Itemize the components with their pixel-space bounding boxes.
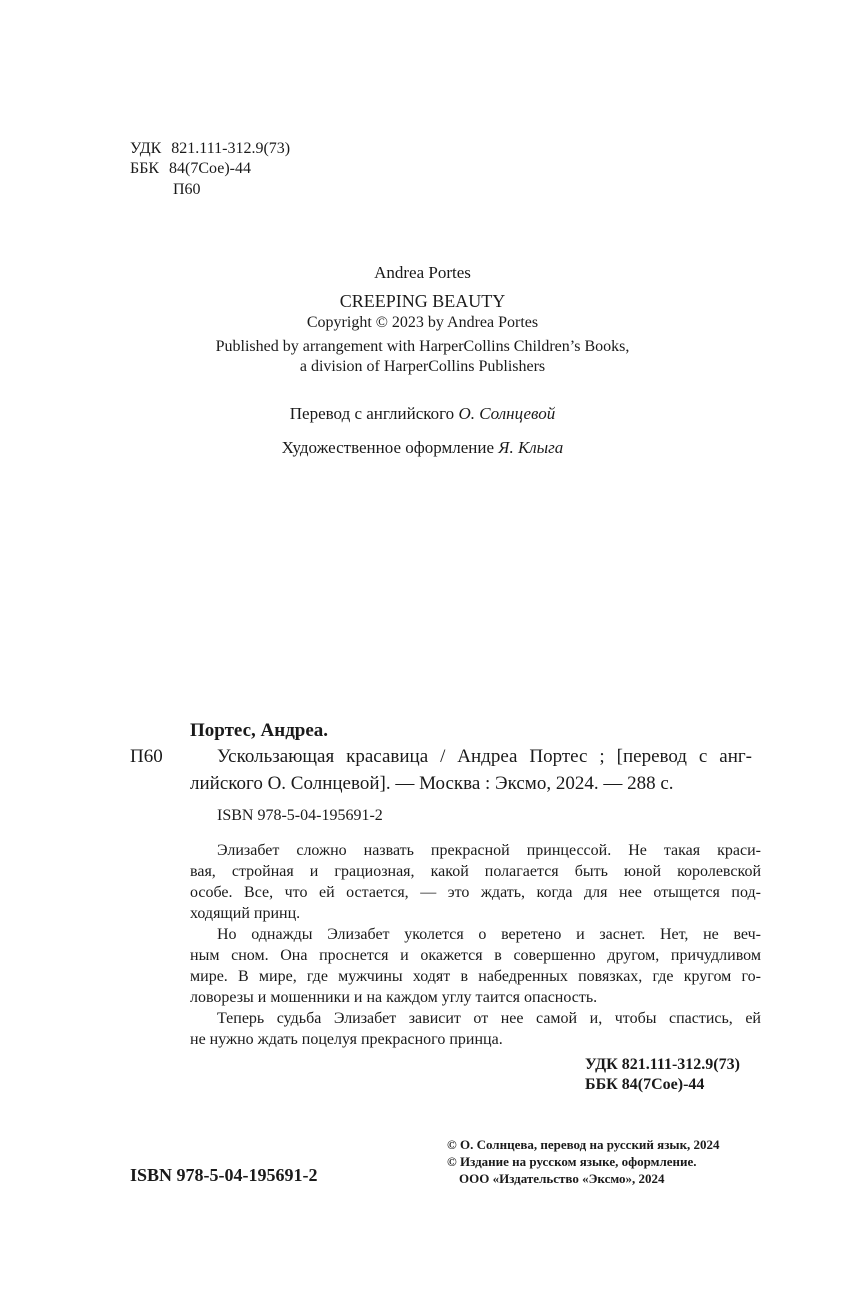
design-prefix: Художественное оформление [281, 438, 499, 457]
footer-isbn: ISBN 978-5-04-195691-2 [130, 1165, 318, 1185]
catalog-desc-line-1: Ускользающая красавица / Андреа Портес ; [перевод с анг- [217, 746, 752, 767]
footer-copyright-2: © Издание на русском языке, оформление. [447, 1154, 697, 1169]
bbk-label: ББК [130, 160, 160, 177]
design-credit [0, 438, 845, 458]
translation-prefix: Перевод с английского [289, 404, 459, 423]
annotation-p3-line-2: не нужно ждать поцелуя прекрасного принца. [190, 1031, 503, 1048]
annotation-p2-line-1: Но однажды Элизабет уколется о веретено и заснет. Нет, не веч- [217, 926, 761, 943]
original-copyright: Copyright © 2023 by Andrea Portes [306, 314, 539, 331]
catalog-heading: Портес, Андреа. [190, 720, 329, 741]
annotation-p2-line-2: ным сном. Она проснется и окажется в совершенно другом, причудливом [190, 947, 761, 964]
udk-value: 821.111-312.9(73) [171, 140, 291, 157]
translation-credit [0, 404, 845, 424]
annotation-p1-line-4: ходящий принц. [190, 905, 301, 922]
original-author: Andrea Portes [374, 263, 471, 282]
annotation-p3-line-1: Теперь судьба Элизабет зависит от нее самой и, чтобы спастись, ей [217, 1010, 761, 1027]
classification-udk: УДК 821.111-312.9(73) [585, 1056, 740, 1073]
udk-label: УДК [130, 140, 162, 157]
annotation-p1-line-1: Элизабет сложно назвать прекрасной принцессой. Не такая краси- [217, 842, 761, 859]
classification-bbk: ББК 84(7Сое)-44 [585, 1076, 705, 1093]
catalog-desc-line-2: лийского О. Солнцевой]. — Москва : Эксмо, 2024. — 288 с. [190, 773, 674, 794]
translator-name: О. Солнцевой [458, 404, 556, 423]
arrangement-line-2: a division of HarperCollins Publishers [299, 358, 546, 375]
annotation-p1-line-2: вая, стройная и грациозная, какой полагается быть юной королевской [190, 863, 761, 880]
bbk-value: 84(7Сое)-44 [169, 160, 251, 177]
footer-copyright-1: © О. Солнцева, перевод на русский язык, 2024 [447, 1137, 720, 1152]
annotation-p1-line-3: особе. Все, что ей остается, — это ждать, когда для нее отыщется под- [190, 884, 761, 901]
annotation-p2-line-4: ловорезы и мошенники и на каждом углу таится опасность. [190, 989, 598, 1006]
udk-line [130, 140, 290, 158]
annotation-p2-line-3: мире. В мире, где мужчины ходят в набедренных повязках, где кругом го- [190, 968, 761, 985]
arrangement-line-1: Published by arrangement with HarperCollins Children’s Books, [215, 338, 630, 355]
bbk-line [130, 160, 251, 178]
catalog-mark: П60 [130, 746, 163, 767]
footer-copyright-3: ООО «Издательство «Эксмо», 2024 [459, 1171, 665, 1186]
original-title: CREEPING BEAUTY [339, 291, 506, 311]
author-mark: П60 [173, 181, 201, 198]
designer-name: Я. Клыга [498, 438, 564, 457]
catalog-isbn: ISBN 978-5-04-195691-2 [217, 807, 383, 824]
